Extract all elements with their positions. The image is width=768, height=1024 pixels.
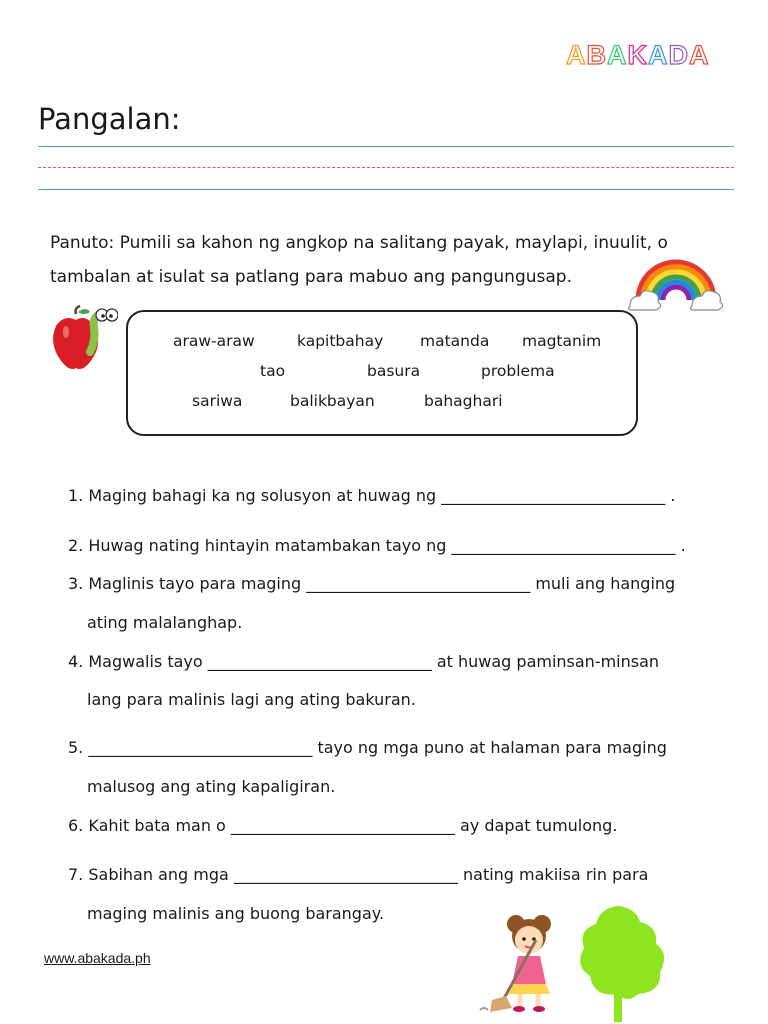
tree-icon [568, 902, 668, 1022]
word-choice: tao [260, 362, 286, 380]
question-5: 5. ____________________________ tayo ng mga puno at halaman para maging [68, 738, 667, 757]
question-7-continuation: maging malinis ang buong barangay. [87, 904, 385, 923]
name-writing-line-middle [38, 167, 734, 168]
girl-sweeping-icon [478, 910, 578, 1016]
logo-letter: A [648, 40, 668, 70]
rainbow-icon [628, 244, 724, 312]
word-choice: magtanim [522, 332, 602, 350]
word-choice: basura [367, 362, 421, 380]
logo-letter: A [566, 40, 586, 70]
logo-letter: B [586, 40, 606, 70]
logo-letter: K [627, 40, 647, 70]
word-choice: bahaghari [424, 392, 503, 410]
question-1: 1. Maging bahagi ka ng solusyon at huwag ng ____________________________ . [68, 486, 676, 505]
logo-letter: A [689, 40, 709, 70]
word-choice: sariwa [192, 392, 243, 410]
apple-worm-icon [52, 304, 118, 372]
question-5-continuation: malusog ang ating kapaligiran. [87, 777, 336, 796]
name-writing-line-bottom [38, 189, 734, 190]
word-choice: matanda [420, 332, 490, 350]
website-link[interactable]: www.abakada.ph [44, 950, 151, 966]
word-choice: problema [481, 362, 555, 380]
word-choice: balikbayan [290, 392, 375, 410]
question-4: 4. Magwalis tayo ____________________________ at huwag paminsan-minsan [68, 652, 660, 671]
abakada-logo [566, 40, 709, 71]
name-label: Pangalan: [38, 102, 181, 136]
question-3: 3. Maglinis tayo para maging ____________________________ muli ang hanging [68, 574, 676, 593]
question-3-continuation: ating malalanghap. [87, 613, 243, 632]
question-6: 6. Kahit bata man o ____________________________ ay dapat tumulong. [68, 816, 618, 835]
logo-letter: D [668, 40, 688, 70]
logo-letter: A [607, 40, 627, 70]
word-choice: kapitbahay [297, 332, 384, 350]
question-7: 7. Sabihan ang mga ____________________________ nating makiisa rin para [68, 865, 649, 884]
instructions-text: Panuto: Pumili sa kahon ng angkop na salitang payak, maylapi, inuulit, o tambalan at isulat sa patlang para mabuo ang pangungusap. [50, 233, 668, 287]
word-choice: araw-araw [173, 332, 255, 350]
question-2: 2. Huwag nating hintayin matambakan tayo ng ____________________________ . [68, 536, 686, 555]
question-4-continuation: lang para malinis lagi ang ating bakuran. [87, 690, 416, 709]
name-writing-line-top [38, 146, 734, 147]
